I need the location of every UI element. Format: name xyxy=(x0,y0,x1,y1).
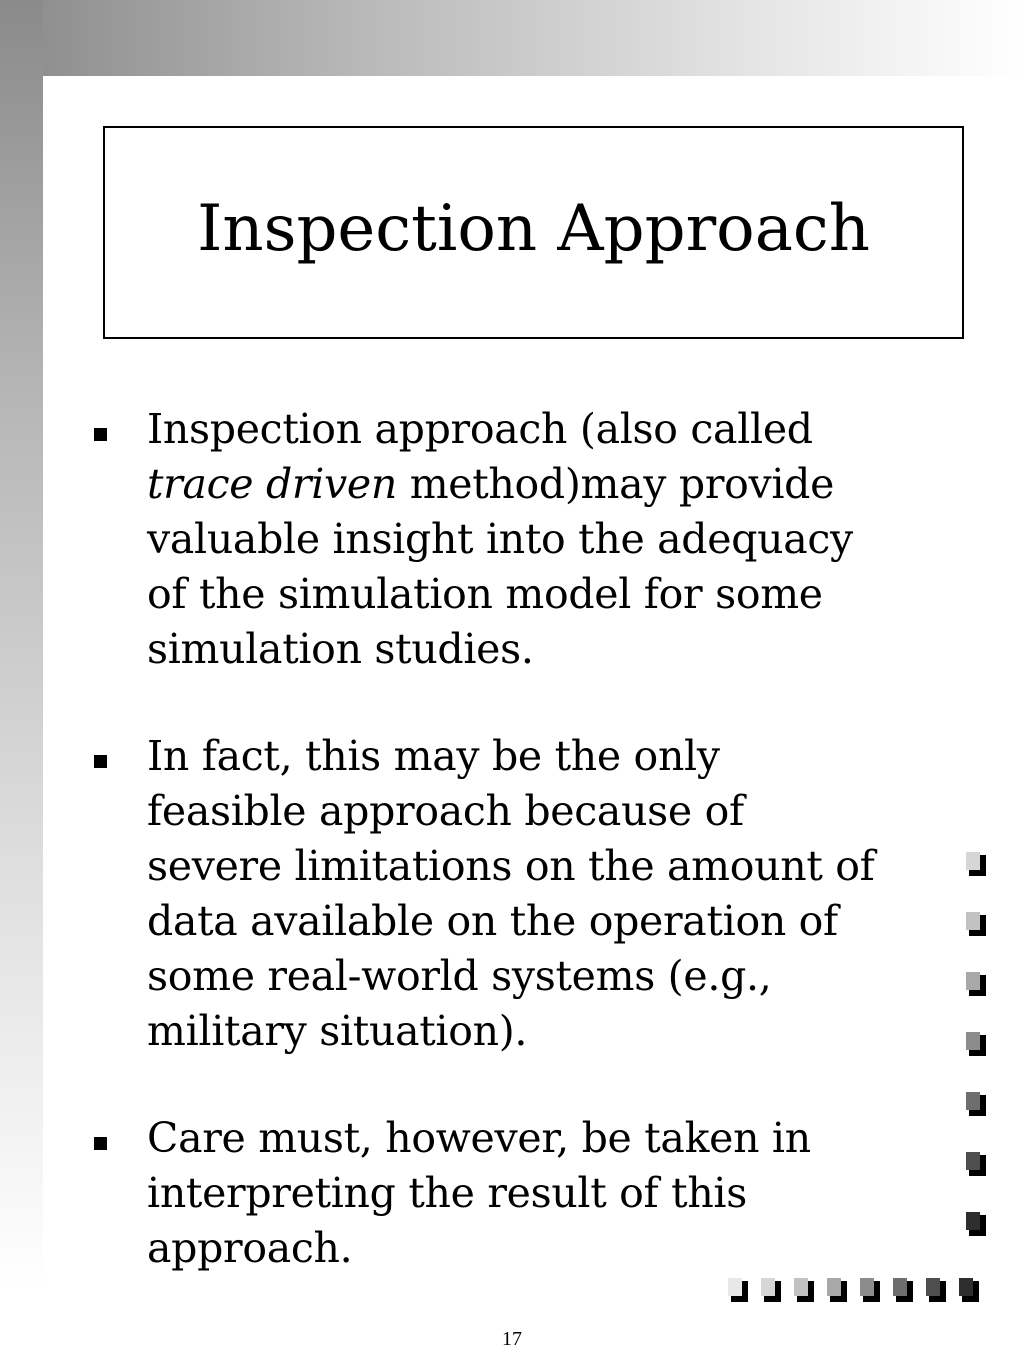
decorative-square-icon xyxy=(966,1032,986,1056)
bullet-list xyxy=(90,402,950,1328)
decorative-square-icon xyxy=(966,852,986,876)
bullet-text: Care must, however, be taken in interpreting the result of this approach. xyxy=(147,1114,811,1272)
page-number: 17 xyxy=(502,1328,522,1350)
bullet-text: In fact, this may be the only feasible approach because of severe limitations on the amount of data available on the operation of some real-world systems (e.g., military situation). xyxy=(147,732,875,1055)
decorative-square-icon xyxy=(966,1152,986,1176)
left-gradient-band xyxy=(0,0,43,1290)
decorative-square-icon xyxy=(966,912,986,936)
bullet-item xyxy=(90,402,950,677)
square-bullet-icon xyxy=(94,1137,107,1150)
decorative-square-icon xyxy=(794,1278,814,1302)
decorative-square-icon xyxy=(926,1278,946,1302)
decorative-square-icon xyxy=(728,1278,748,1302)
italic-term: trace driven xyxy=(147,460,397,508)
decorative-square-icon xyxy=(827,1278,847,1302)
bullet-item xyxy=(90,729,950,1059)
decorative-square-icon xyxy=(761,1278,781,1302)
slide-title: Inspection Approach xyxy=(197,191,870,266)
decorative-square-icon xyxy=(966,1092,986,1116)
square-bullet-icon xyxy=(94,428,107,441)
title-box xyxy=(103,126,964,339)
top-gradient-band xyxy=(0,0,1024,76)
decorative-square-icon xyxy=(860,1278,880,1302)
decorative-square-icon xyxy=(966,1212,986,1236)
bullet-item xyxy=(90,1111,950,1276)
bullet-text: Inspection approach (also called trace driven method)may provide valuable insight into the adequacy of the simulation model for some simulation studies. xyxy=(147,405,853,673)
square-bullet-icon xyxy=(94,755,107,768)
decorative-square-icon xyxy=(959,1278,979,1302)
decorative-square-icon xyxy=(966,972,986,996)
decorative-square-icon xyxy=(893,1278,913,1302)
